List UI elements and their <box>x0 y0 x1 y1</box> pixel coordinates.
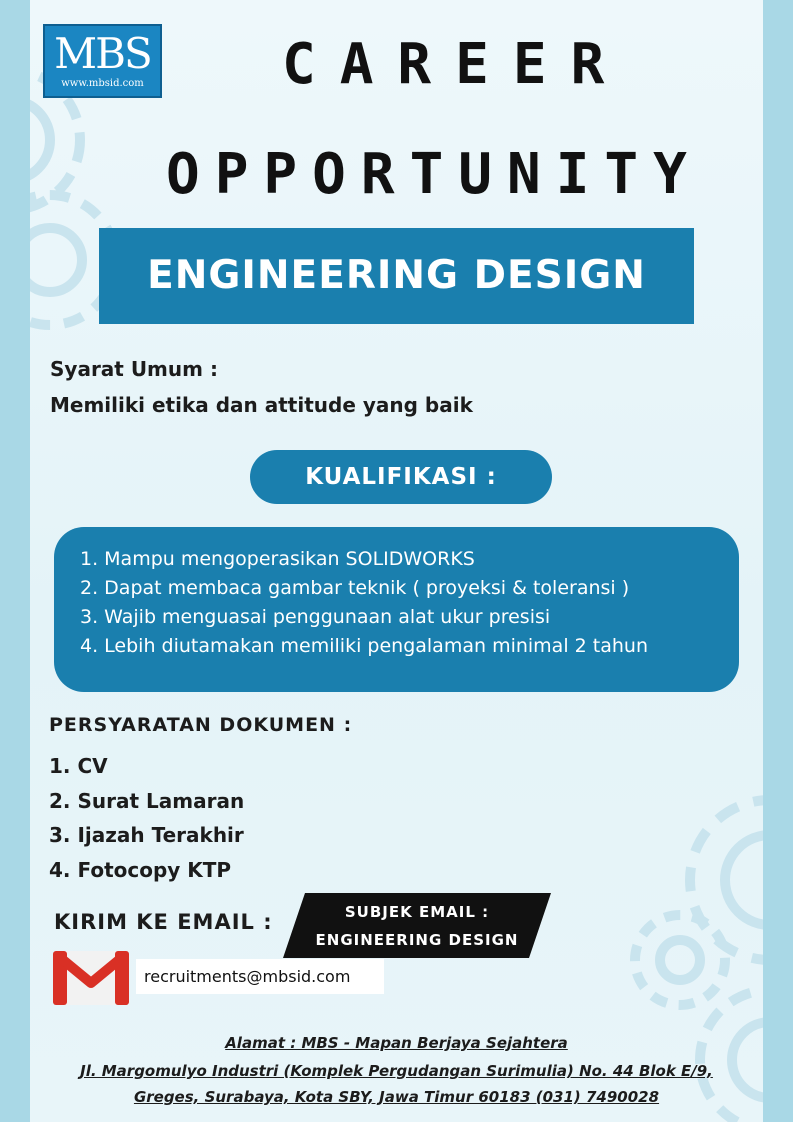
subjek-value: ENGINEERING DESIGN <box>315 931 519 949</box>
alamat-line-3: Greges, Surabaya, Kota SBY, Jawa Timur 60183 (031) 7490028 <box>133 1088 660 1106</box>
kirim-email-label: KIRIM KE EMAIL : <box>54 910 273 934</box>
kualifikasi-item: 2. Dapat membaca gambar teknik ( proyeksi & toleransi ) <box>80 577 630 599</box>
kualifikasi-item: 4. Lebih diutamakan memiliki pengalaman minimal 2 tahun <box>80 635 648 657</box>
kualifikasi-item: 1. Mampu mengoperasikan SOLIDWORKS <box>80 548 475 570</box>
subjek-label: SUBJEK EMAIL : <box>344 903 490 921</box>
alamat-line-1: Alamat : MBS - Mapan Berjaya Sejahtera <box>225 1034 568 1052</box>
alamat-line-2: Jl. Margomulyo Industri (Komplek Pergudangan Surimulia) No. 44 Blok E/9, <box>80 1062 713 1080</box>
kualifikasi-item: 3. Wajib menguasai penggunaan alat ukur presisi <box>80 606 551 628</box>
dokumen-item: 3. Ijazah Terakhir <box>49 823 244 847</box>
subjek-email-badge <box>283 893 551 958</box>
position-banner: ENGINEERING DESIGN <box>99 228 694 324</box>
gmail-icon <box>53 951 129 1005</box>
dokumen-title: PERSYARATAN DOKUMEN : <box>49 714 353 736</box>
logo-url: www.mbsid.com <box>61 78 144 89</box>
syarat-umum-title: Syarat Umum : <box>50 357 218 381</box>
dokumen-item: 4. Fotocopy KTP <box>49 858 232 882</box>
email-address[interactable]: recruitments@mbsid.com <box>136 959 384 994</box>
title-career: CAREER <box>282 32 629 97</box>
side-strip-right <box>763 0 793 1122</box>
dokumen-item: 1. CV <box>49 754 108 778</box>
kualifikasi-title: KUALIFIKASI : <box>250 450 552 504</box>
title-opportunity: OPPORTUNITY <box>166 142 702 207</box>
dokumen-item: 2. Surat Lamaran <box>49 789 245 813</box>
logo-text: MBS <box>54 29 151 78</box>
side-strip-left <box>0 0 30 1122</box>
syarat-umum-body: Memiliki etika dan attitude yang baik <box>50 393 473 417</box>
mbs-logo <box>43 24 162 98</box>
kualifikasi-box <box>54 527 739 692</box>
